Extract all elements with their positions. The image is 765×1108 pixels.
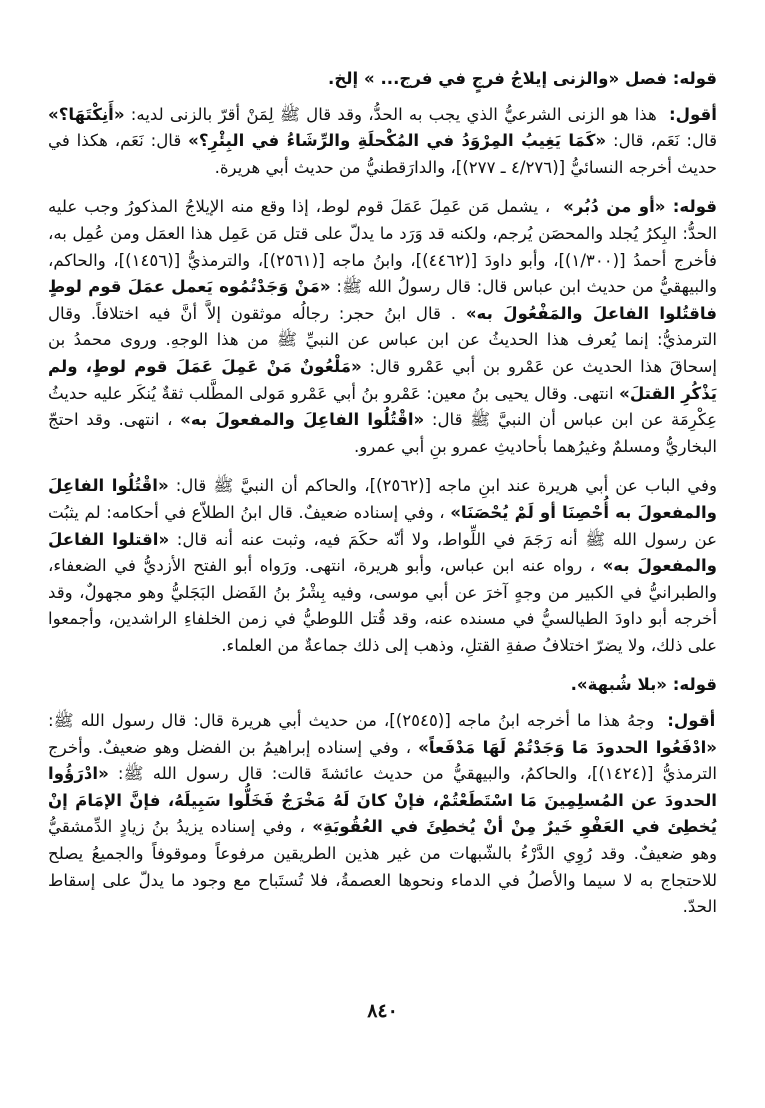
heading-text: قوله: «بلا شُبهة». (570, 675, 717, 695)
text-run: وفي الباب عن أبي هريرة عند ابنِ ماجه [(٢٥٦٢)]، والحاكم أن النبيَّ ﷺ قال: (168, 476, 717, 496)
paragraph-heading-zina (48, 66, 717, 93)
paragraph-dubur (48, 194, 717, 460)
hadith-quote: «اقْتُلُوا الفاعِلَ والمفعولَ به أُحْصِنَا أو لَمْ يُحْصَنَا» (48, 476, 717, 522)
heading-text: قوله: فصل «والزنى إيلاجُ فرجٍ في فرج... » إلخ. (328, 69, 717, 88)
text-run: ، يشمل مَن عَمِلَ عَمَلَ قوم لوط، إذا وقع منه الإيلاجُ المذكورُ وجب عليه الحدُّ: البِكرُ يُجلد والمحصَن يُرجم، ولكنه قد وَرَد ما يدلّ على قتل مَن عَمِل هذا العمَل ومن عُمِل به، فأخرج أحمدُ [(١/٣٠٠)]، وأبو داودَ [(٤٤٦٢)]، وابنُ ماجه [(٢٥٦١)]، والترمذيُّ [(١٤٥٦)]، والحاكم، والبيهقيُّ من حديث ابن عباس قال: قال رسولُ الله ﷺ: (48, 197, 718, 297)
text-run: ، وفي إسناده إبراهيمُ بن الفضل وهو ضعيفٌ. وأخرج الترمذيُّ [(١٤٢٤)]، والحاكمُ، والبيهقيُّ من حديث عائشةَ قالت: قال رسول الله ﷺ: (48, 737, 718, 784)
hadith-quote: «ادْفَعُوا الحدودَ مَا وَجَدْتُمْ لَهَا مَدْفَعاً» (418, 737, 717, 757)
text-run: ، انتهى. وقد احتجّ البخاريُّ ومسلمٌ وغيرُهما بأحاديثِ عمرو بنِ أبي عمرو. (48, 410, 717, 456)
paragraph-heading-shubha (48, 672, 717, 699)
qawluh-label: قوله: «أو من دُبُر» (563, 197, 718, 217)
text-run: انتهى. وقال يحيى بنُ معين: عَمْرو بنُ أبي عَمْرو مَولى المطَّلب ثقةٌ يُنكَر عليه حديثُ عِكْرِمَة عن ابن عباس أن النبيَّ ﷺ قال: (48, 383, 717, 430)
text-run: قال: نَعَم، هكذا في حديث أخرجه النسائيُّ [(٤/٢٧٦ ـ ٢٧٧)]، والدارَقطنيُّ من حديث أبي هريرة. (48, 131, 717, 177)
page-number: ٨٤٠ (367, 1000, 398, 1022)
hadith-quote: «مَنْ وَجَدْتُمُوه يَعمل عمَلَ قوم لوطٍ فاقتُلوا الفاعلَ والمَفْعُولَ به» (48, 277, 718, 323)
paragraph-abu-hurayra (48, 473, 717, 659)
text-run: ، وفي إسناده يزيدُ بنُ زيادٍ الدِّمشقيُّ وهو ضعيفٌ. وقد رُوِي الدَّرْءُ بالشّبهات من غير هذين الطريقين مرفوعاً وموقوفاً والجميعُ يصلح للاحتجاج به لا سيما والأصلُ في الدماء ونحوها العصمةُ، فلا تُستَباح مع وجود ما يدلّ على إسقاط الحدّ. (48, 817, 717, 917)
hadith-quote: «ادْرَؤُوا الحدودَ عن المُسلِمِينَ مَا اسْتَطَعْتُمْ، فإنْ كانَ لَهُ مَخْرَجٌ فَخَلُّوا سَبِيلَهُ، فإنَّ الإمَامَ إنْ يُخطِئ في العَفْوِ خَيرٌ مِنْ أنْ يُخطِئَ في العُقُوبَةِ» (48, 764, 717, 837)
paragraph-definition (48, 102, 717, 182)
hadith-quote: «كَمَا يَغِيبُ المِرْوَدُ في المُكْحلَةِ والرِّشَاءُ في البِئْرِ؟» (188, 131, 607, 151)
hadith-quote: «اقتلوا الفاعلَ والمفعولَ به» (48, 529, 717, 576)
hadith-quote: «مَلْعُونٌ مَنْ عَمِلَ عَمَلَ قوم لوطٍ، ولم يَذْكُرِ القتلَ» (48, 356, 718, 403)
text-run: هذا هو الزنى الشرعيُّ الذي يجب به الحدُّ، وقد قال ﷺ لِمَنْ أقرّ بالزنى لديه: (124, 104, 657, 124)
hadith-quote: «أَنِكْتَهَا؟» (48, 104, 125, 124)
text-run: . قال ابنُ حجر: رجالُه موثقون إلاَّ أنَّ فيه اختلافاً. وقال الترمذيُّ: إنما يُعرف هذا الحديثُ عن ابن عباس عن النبيِّ ﷺ من هذا الوجهِ. وروى محمدُ بن إسحاقَ هذا الحديث عن عَمْرو بن أبي عَمْرو قال: (48, 303, 717, 376)
aqul-label: أقول: (667, 711, 716, 731)
hadith-quote: «اقْتُلُوا الفاعِلَ والمفعولَ به» (180, 410, 425, 430)
text-run: وجهُ هذا ما أخرجه ابنُ ماجه [(٢٥٤٥)]، من حديث أبي هريرة قال: قال رسول الله ﷺ: (48, 711, 655, 731)
text-run: قال: نَعَم، قال: (606, 131, 718, 151)
text-run: ، وفي إسناده ضعيفٌ. قال ابنُ الطلاّع في أحكامه: لم يثبُت عن رسول الله ﷺ أنه رَجَمَ في اللِّواط، ولا أنّه حكَمَ فيه، وثبت عنه أنه قال: (48, 502, 717, 549)
aqul-label: أقول: (668, 104, 717, 124)
paragraph-hudud (48, 708, 717, 921)
text-run: ، رواه عنه ابن عباس، وأبو هريرة، انتهى. ورَواه أبو الفتح الأزديُّ في الضعفاء، والطبرانيُّ في الكبير من وجهٍ آخرَ عن أبي موسى، وفيه بِشْرُ بنُ الفَضل البَجَليُّ وهو مجهولٌ، وقد أخرجه أبو داودَ الطيالسيُّ في مسنده عنه، وقد قُتل اللوطيُّ في زمن الخلفاءِ الراشدين، وأجمعوا على ذلك، ولا يضرّ اختلافُ صفةِ القتلِ، وذهب إلى ذلك جماعةٌ من العلماء. (48, 556, 717, 655)
